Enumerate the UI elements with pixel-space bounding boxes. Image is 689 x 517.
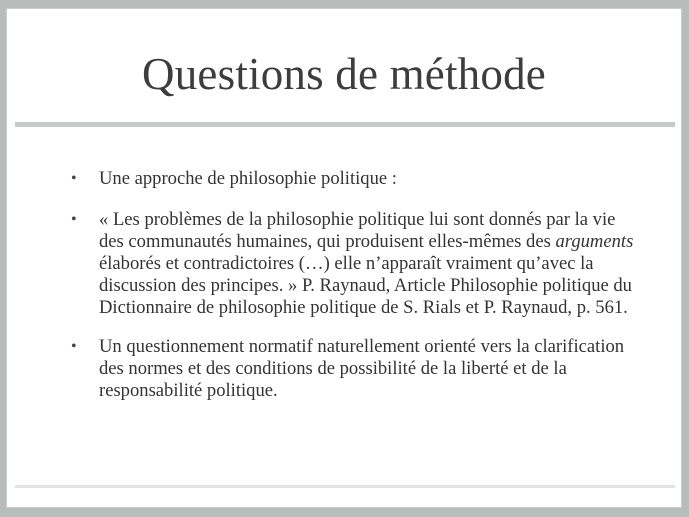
- slide-title: Questions de méthode: [142, 49, 546, 99]
- bullet-item-3: [68, 336, 634, 402]
- bullet-text-2-part-1: « Les problèmes de la philosophie politique lui sont donnés par la vie des communautés humaines, qui produisent elles-mêmes des: [99, 209, 616, 252]
- bullet-text-2-emphasis: arguments: [555, 231, 634, 252]
- bottom-divider: [15, 485, 675, 488]
- bullet-marker: •: [71, 170, 77, 187]
- bullet-text-2-part-2: élaborés et contradictoires (…) elle n’apparaît vraiment qu’avec la discussion des principes. » P. Raynaud, Article Philosophie politique du Dictionnaire de philosophie politique de S. Rials et P. Raynaud, p. 561.: [99, 253, 632, 318]
- slide: [6, 8, 682, 508]
- bullet-text-1: Une approche de philosophie politique :: [99, 168, 397, 189]
- bullet-item-2: [68, 209, 634, 319]
- bullet-marker: •: [71, 338, 77, 355]
- title-area: [6, 8, 682, 120]
- bullet-list: [68, 168, 634, 419]
- bullet-text-3: Un questionnement normatif naturellement orienté vers la clarification des normes et des conditions de possibilité de la liberté et de la responsabilité politique.: [99, 336, 625, 401]
- bullet-item-1: [68, 168, 634, 190]
- title-divider: [15, 122, 675, 127]
- bullet-marker: •: [71, 211, 77, 228]
